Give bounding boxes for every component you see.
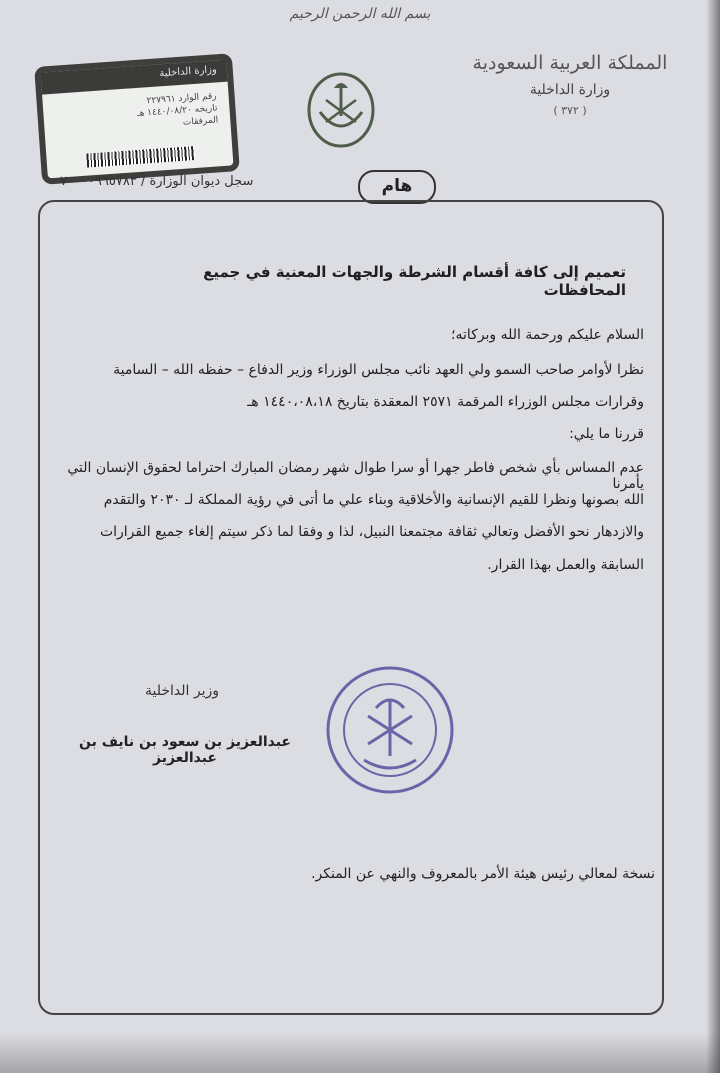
receipt-stamp-rows: [57, 90, 219, 137]
paragraph-line: قررنا ما يلي:: [569, 426, 644, 442]
registry-number: سجل ديوان الوزارة / ٧٠٠٠٠٩٦٥٧٨٣: [60, 174, 254, 189]
emblem-logo: [306, 70, 376, 148]
paragraph-line: عدم المساس بأي شخص فاطر جهرا أو سرا طوال شهر رمضان المبارك احتراما لحقوق الإنسان التي يأمرنا: [67, 460, 644, 492]
receipt-stamp-title: وزارة الداخلية: [41, 60, 228, 95]
ministry-title: وزارة الداخلية: [529, 82, 611, 98]
minister-name: عبدالعزيز بن سعود بن نايف بن عبدالعزيز: [78, 734, 291, 766]
reference-number: ( ٣٧٢ ): [553, 104, 587, 117]
paragraph-line: الله بصونها ونظرا للقيم الإنسانية والأخلاقية وبناء علي ما أتى في رؤية المملكة لـ ٢٠٣٠ والتقدم: [103, 492, 644, 508]
official-seal: [324, 664, 456, 796]
basmala-header: بسم الله الرحمن الرحيم: [289, 6, 431, 22]
paragraph-line: السابقة والعمل بهذا القرار.: [487, 557, 644, 573]
page-shadow-right: [706, 0, 720, 1073]
paragraph-line: وقرارات مجلس الوزراء المرقمة ٢٥٧١ المعقدة بتاريخ ١٤٤٠،٠٨،١٨ هـ: [247, 394, 644, 410]
content-frame: [38, 200, 664, 1015]
kingdom-title: المملكة العربية السعودية: [472, 52, 668, 74]
paragraph-line: نظرا لأوامر صاحب السمو ولي العهد نائب مجلس الوزراء وزير الدفاع – حفظه الله – السامية: [113, 362, 644, 378]
subject-line: تعميم إلى كافة أقسام الشرطة والجهات المعنية في جميع المحافظات: [203, 263, 626, 299]
minister-title: وزير الداخلية: [144, 683, 219, 699]
receipt-row: رقم الوارد ٢٢٧٩٦١: [146, 91, 217, 107]
page-shadow-bottom: [0, 1033, 720, 1073]
receipt-row: تاريخه ١٤٤٠/٠٨/٢٠ هـ: [136, 103, 218, 119]
receipt-row: المرفقات: [182, 115, 219, 128]
letterhead: [460, 52, 680, 117]
greeting-line: السلام عليكم ورحمة الله وبركاته؛: [451, 327, 644, 343]
paragraph-line: والازدهار نحو الأفضل وتعالي ثقافة مجتمعنا النبيل، لذا و وفقا لما ذكر سيتم إلغاء جميع القرارات: [99, 524, 644, 540]
barcode-image: [86, 146, 195, 167]
copy-to-line: نسخة لمعالي رئيس هيئة الأمر بالمعروف والنهي عن المنكر.: [311, 866, 655, 882]
receipt-stamp: [34, 53, 240, 185]
important-tag: هام: [358, 170, 436, 204]
